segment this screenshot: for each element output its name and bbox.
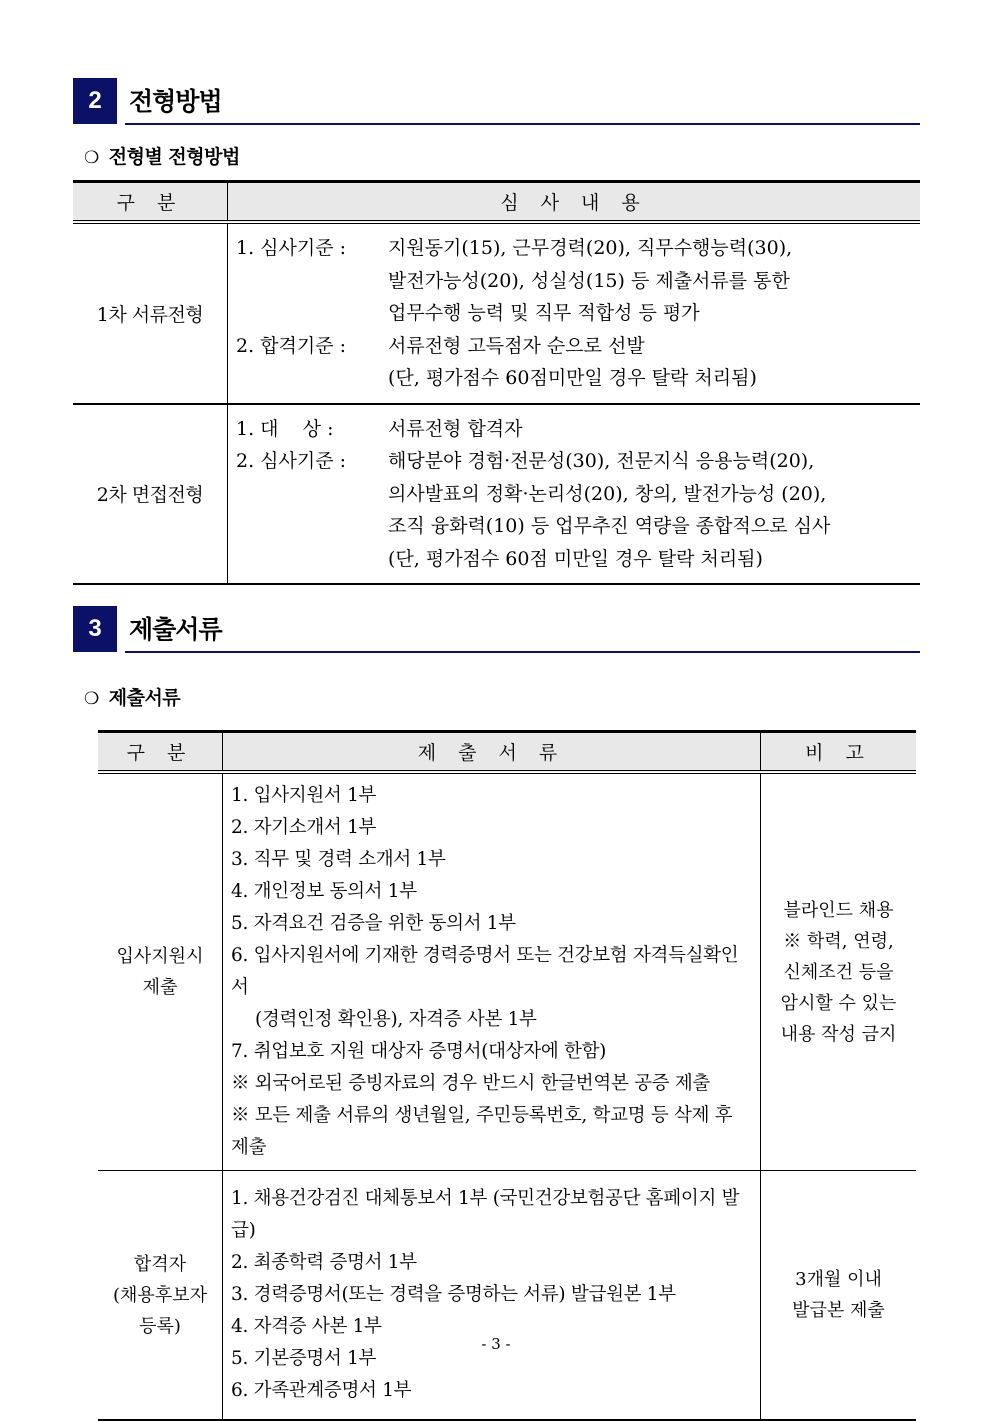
document-item: 3. 직무 및 경력 소개서 1부 <box>231 849 446 870</box>
section-title: 전형방법 <box>129 87 222 116</box>
document-item: 4. 자격증 사본 1부 <box>231 1316 382 1337</box>
document-item: 3. 경력증명서(또는 경력을 증명하는 서류) 발급원본 1부 <box>231 1284 676 1305</box>
remark-line: 3개월 이내 <box>795 1269 882 1290</box>
category-line: 등록) <box>139 1315 181 1337</box>
document-item: 5. 자격요건 검증을 위한 동의서 1부 <box>231 913 516 934</box>
section-2-heading <box>73 78 920 124</box>
document-item: 6. 가족관계증명서 1부 <box>231 1380 412 1401</box>
table-row <box>98 772 916 1171</box>
criterion-label: 2. 심사기준 : <box>236 450 353 472</box>
criterion-label: 2. 합격기준 : <box>236 334 353 357</box>
row-remarks <box>761 772 917 1171</box>
circle-bullet-icon: ❍ <box>84 148 99 168</box>
remark-line: 블라인드 채용 <box>783 899 894 921</box>
document-item: 4. 개인정보 동의서 1부 <box>231 881 417 902</box>
criterion <box>236 330 912 395</box>
section-number-badge: 2 <box>73 78 117 124</box>
document-item: 5. 기본증명서 1부 <box>231 1348 377 1369</box>
criterion-line: 서류전형 합격자 <box>388 417 523 440</box>
category-line: 합격자 <box>133 1253 187 1275</box>
remark-line: ※ 학력, 연령, <box>783 930 894 952</box>
criterion <box>236 445 912 575</box>
remark-line: 암시할 수 있는 <box>780 992 897 1014</box>
table-row <box>98 1171 916 1421</box>
remark-line: 발급본 제출 <box>792 1300 885 1321</box>
row-category: 2차 면접전형 <box>73 404 228 585</box>
criterion <box>236 232 912 330</box>
criterion-line: 의사발표의 정확·논리성(20), 창의, 발전가능성 (20), <box>388 482 827 505</box>
section-title: 제출서류 <box>129 615 222 644</box>
document-list <box>223 1171 761 1421</box>
criterion-label: 1. 심사기준 : <box>236 237 353 259</box>
screening-method-table <box>73 180 920 585</box>
document-item: 7. 취업보호 지원 대상자 증명서(대상자에 한함) <box>231 1041 607 1062</box>
document-item: 6. 입사지원서에 기재한 경력증명서 또는 건강보험 자격득실확인서 <box>231 945 739 998</box>
section-3-heading <box>73 606 920 652</box>
criterion-line: 발전가능성(20), 성실성(15) 등 제출서류를 통한 <box>388 269 790 292</box>
column-header-remarks: 비 고 <box>761 732 917 773</box>
criterion-line: 업무수행 능력 및 직무 적합성 등 평가 <box>388 302 700 324</box>
circle-bullet-icon: ❍ <box>84 689 99 709</box>
page-number: - 3 - <box>481 1335 511 1353</box>
section-underline <box>125 651 920 653</box>
section-number-badge: 3 <box>73 606 117 652</box>
row-content <box>228 404 921 585</box>
subheading-text: 전형별 전형방법 <box>108 146 240 168</box>
document-item-continued: (경력인정 확인용), 자격증 사본 1부 <box>255 1009 537 1030</box>
subheading-text: 제출서류 <box>108 687 181 709</box>
category-line: 입사지원시 <box>116 946 204 967</box>
criterion-line: (단, 평가점수 60점미만일 경우 탈락 처리됨) <box>388 367 757 389</box>
column-header-content: 심 사 내 용 <box>228 182 921 223</box>
row-content <box>228 222 921 404</box>
document-item: 2. 자기소개서 1부 <box>231 817 377 838</box>
section-underline <box>125 123 920 125</box>
subheading <box>84 683 180 710</box>
table-row <box>73 404 920 585</box>
criterion-line: 해당분야 경험·전문성(30), 전문지식 응용능력(20), <box>388 450 815 472</box>
row-remarks <box>761 1171 917 1421</box>
remark-line: 내용 작성 금지 <box>780 1023 897 1045</box>
row-category: 1차 서류전형 <box>73 222 228 404</box>
document-item: 1. 채용건강검진 대체통보서 1부 (국민건강보험공단 홈페이지 발급) <box>231 1188 740 1241</box>
criterion <box>236 413 912 446</box>
document-item: 2. 최종학력 증명서 1부 <box>231 1252 417 1273</box>
criterion-line: 서류전형 고득점자 순으로 선발 <box>388 334 645 357</box>
document-note: ※ 모든 제출 서류의 생년월일, 주민등록번호, 학교명 등 삭제 후 제출 <box>231 1105 733 1158</box>
row-category <box>98 1171 223 1421</box>
category-line: (채용후보자 <box>113 1284 207 1306</box>
row-category <box>98 772 223 1171</box>
document-item: 1. 입사지원서 1부 <box>231 785 377 806</box>
category-line: 제출 <box>142 977 178 998</box>
column-header-category: 구 분 <box>98 732 223 773</box>
subheading <box>84 142 240 169</box>
column-header-category: 구 분 <box>73 182 228 223</box>
required-documents-table <box>98 730 916 1421</box>
document-list <box>223 772 761 1171</box>
criterion-line: (단, 평가점수 60점 미만일 경우 탈락 처리됨) <box>388 547 763 570</box>
document-note: ※ 외국어로된 증빙자료의 경우 반드시 한글번역본 공증 제출 <box>231 1073 710 1094</box>
column-header-documents: 제 출 서 류 <box>223 732 761 773</box>
criterion-line: 조직 융화력(10) 등 업무추진 역량을 종합적으로 심사 <box>388 515 831 537</box>
criterion-line: 지원동기(15), 근무경력(20), 직무수행능력(30), <box>388 237 793 259</box>
remark-line: 신체조건 등을 <box>783 961 894 983</box>
table-row <box>73 222 920 404</box>
criterion-label: 1. 대 상 : <box>236 417 340 440</box>
